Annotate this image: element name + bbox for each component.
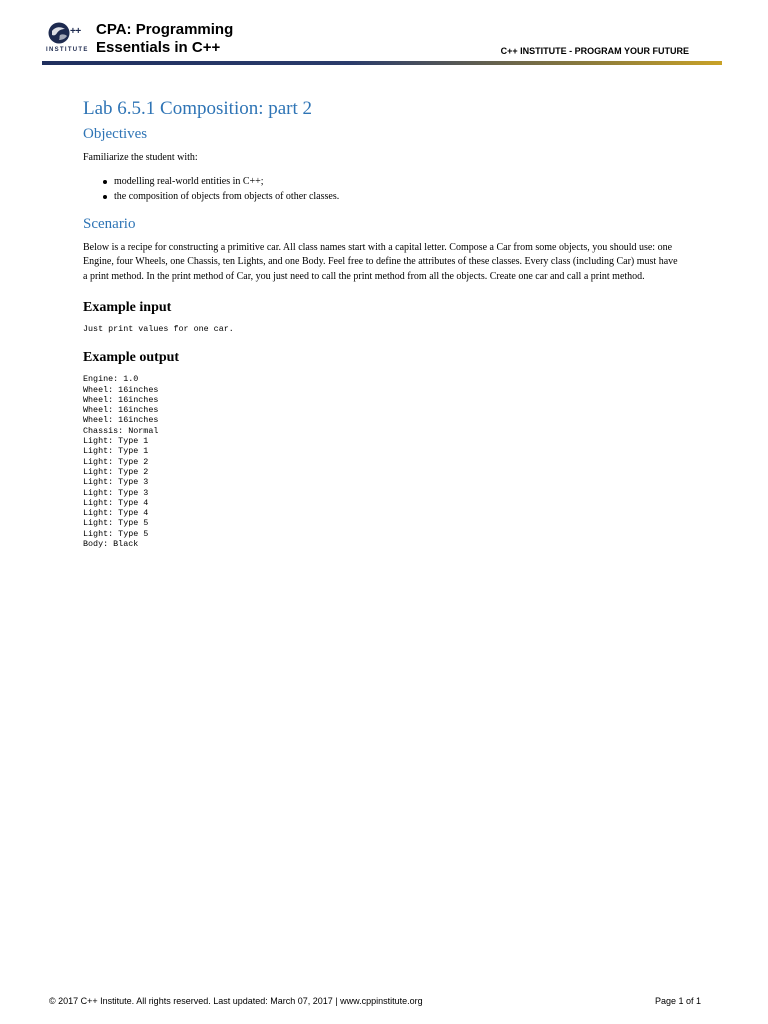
- objectives-intro: Familiarize the student with:: [83, 152, 198, 163]
- output-line: Chassis: Normal: [83, 425, 159, 436]
- course-title: [96, 21, 233, 57]
- output-line: Wheel: 16inches: [83, 394, 159, 405]
- course-title-line1: CPA: Programming: [96, 21, 234, 38]
- output-line: Wheel: 16inches: [83, 415, 159, 426]
- cpp-institute-logo: [46, 22, 92, 54]
- lab-title: Lab 6.5.1 Composition: part 2: [83, 98, 313, 119]
- output-line: Wheel: 16inches: [83, 405, 159, 416]
- logo-plus-text: ++: [70, 26, 81, 37]
- output-line: Light: Type 2: [83, 466, 149, 477]
- footer-copyright: © 2017 C++ Institute. All rights reserved. Last updated: March 07, 2017 | www.cppinstitute.org: [49, 996, 423, 1006]
- output-line: Light: Type 2: [83, 456, 149, 467]
- header-divider: [42, 61, 722, 65]
- course-title-line2: Essentials in C++: [96, 39, 221, 56]
- footer-page-number: Page 1 of 1: [654, 996, 701, 1006]
- scenario-text: Below is a recipe for constructing a primitive car. All class names start with a capital letter. Compose a Car from some objects, you should use: one Engine, four Wheels, one Chassis, ten Lights, and one Body. Feel free to define the attributes of these classes. Every class (including Car) must have a print method. In the print method of Car, you just need to call the print method from all the objects. Create one car and call a print method.: [83, 241, 678, 282]
- output-line: Light: Type 4: [83, 497, 149, 508]
- example-output-code: [83, 374, 683, 549]
- output-line: Body: Black: [83, 539, 139, 550]
- header-tagline: C++ INSTITUTE - PROGRAM YOUR FUTURE: [500, 46, 689, 56]
- logo-institute-text: INSTITUTE: [46, 47, 89, 53]
- example-output-heading: Example output: [83, 350, 180, 366]
- example-input-code: Just print values for one car.: [83, 324, 234, 334]
- globe-logo-icon: [48, 22, 70, 44]
- output-line: Light: Type 4: [83, 508, 149, 519]
- document-content: [83, 98, 683, 549]
- objectives-list: [83, 174, 683, 204]
- output-line: Light: Type 3: [83, 477, 149, 488]
- output-line: Wheel: 16inches: [83, 384, 159, 395]
- output-line: Light: Type 1: [83, 436, 149, 447]
- scenario-heading: Scenario: [83, 215, 136, 232]
- output-line: Light: Type 3: [83, 487, 149, 498]
- objectives-heading: Objectives: [83, 126, 148, 142]
- output-line: Engine: 1.0: [83, 374, 139, 385]
- output-line: Light: Type 5: [83, 528, 149, 539]
- objectives-list-item: the composition of objects from objects of other classes.: [105, 189, 683, 204]
- objectives-list-item: modelling real-world entities in C++;: [105, 174, 683, 189]
- output-line: Light: Type 1: [83, 446, 149, 457]
- example-input-heading: Example input: [83, 300, 172, 315]
- output-line: Light: Type 5: [83, 518, 149, 529]
